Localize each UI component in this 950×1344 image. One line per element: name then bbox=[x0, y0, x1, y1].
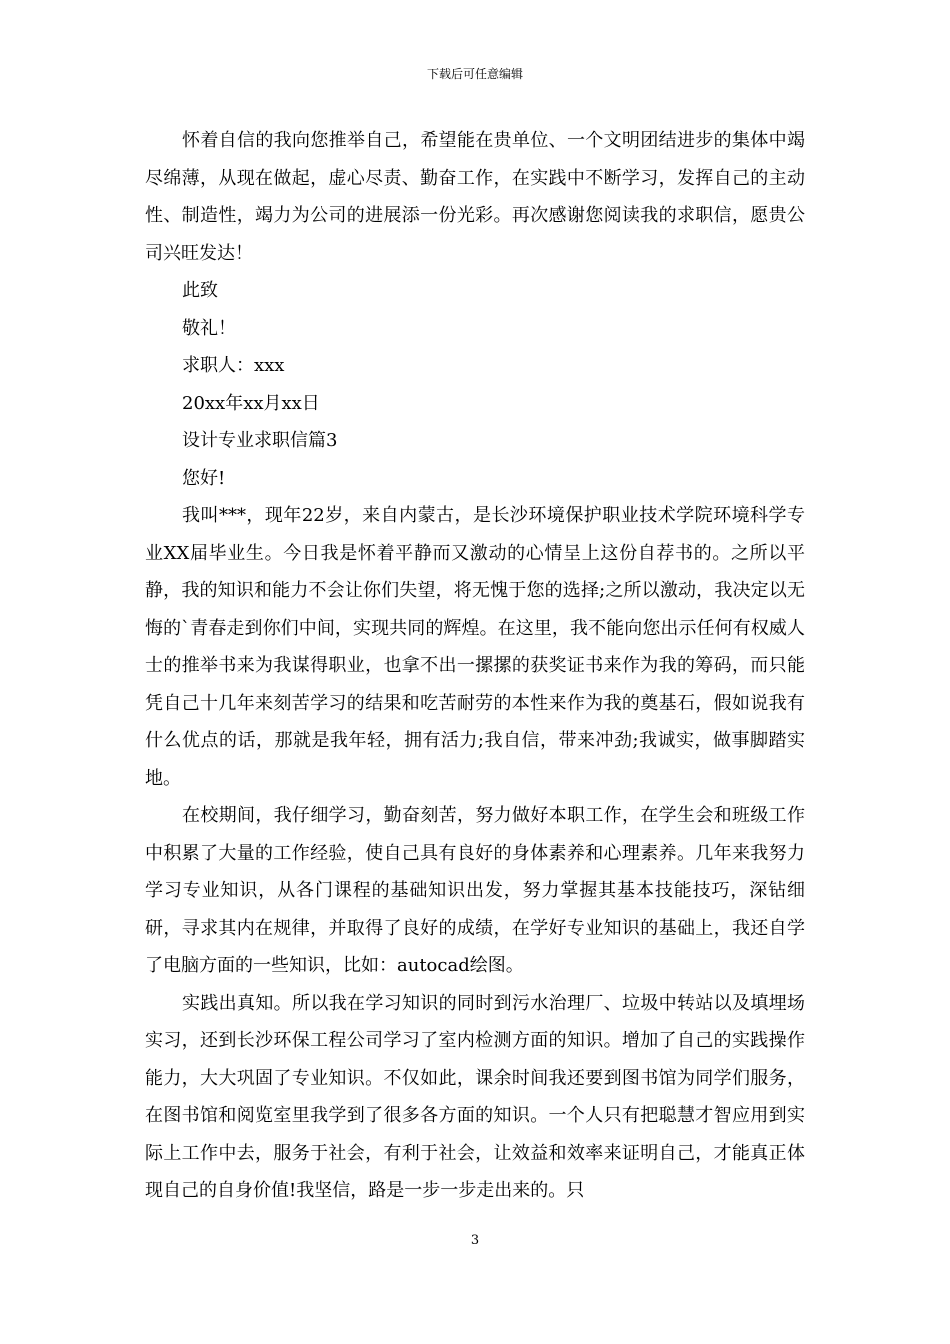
intro-paragraph: 我叫***，现年22岁，来自内蒙古，是长沙环境保护职业技术学院环境科学专业XX届毕业生。今日我是怀着平静而又激动的心情呈上这份自荐书的。之所以平静，我的知识和能力不会让你们失望，将无愧于您的选择;之所以激动，我决定以无悔的`青春走到你们中间，实现共同的辉煌。在这里，我不能向您出示任何有权威人士的推举书来为我谋得职业，也拿不出一摞摞的获奖证书来作为我的筹码，而只能凭自己十几年来刻苦学习的结果和吃苦耐劳的本性来作为我的奠基石，假如说我有什么优点的话，那就是我年轻，拥有活力;我自信，带来冲劲;我诚实，做事脚踏实地。 bbox=[145, 505, 805, 789]
page-number: 3 bbox=[470, 1233, 480, 1248]
school-paragraph: 在校期间，我仔细学习，勤奋刻苦，努力做好本职工作，在学生会和班级工作中积累了大量的工作经验，使自己具有良好的身体素养和心理素养。几年来我努力学习专业知识，从各门课程的基础知识出发，努力掌握其基本技能技巧，深钻细研，寻求其内在规律，并取得了良好的成绩，在学好专业知识的基础上，我还自学了电脑方面的一些知识，比如：autocad绘图。 bbox=[145, 805, 805, 976]
date-line: 20xx年xx月xx日 bbox=[182, 392, 320, 414]
practice-paragraph: 实践出真知。所以我在学习知识的同时到污水治理厂、垃圾中转站以及填埋场实习，还到长沙环保工程公司学习了室内检测方面的知识。增加了自己的实践操作能力，大大巩固了专业知识。不仅如此，课余时间我还要到图书馆为同学们服务，在图书馆和阅览室里我学到了很多各方面的知识。一个人只有把聪慧才智应用到实际上工作中去，服务于社会，有利于社会，让效益和效率来证明自己，才能真正体现自己的自身价值!我坚信，路是一步一步走出来的。只 bbox=[145, 992, 805, 1201]
regards-line: 敬礼！ bbox=[182, 317, 236, 339]
salutation-line: 此致 bbox=[182, 280, 218, 301]
section-title: 设计专业求职信篇3 bbox=[182, 430, 338, 451]
greeting-line: 您好! bbox=[182, 467, 226, 489]
closing-paragraph: 怀着自信的我向您推举自己，希望能在贵单位、一个文明团结进步的集体中竭尽绵薄，从现在做起，虚心尽责、勤奋工作，在实践中不断学习，发挥自己的主动性、制造性，竭力为公司的进展添一份光彩。再次感谢您阅读我的求职信，愿贵公司兴旺发达！ bbox=[145, 130, 805, 264]
page-header: 下载后可任意编辑 bbox=[426, 67, 523, 81]
letter-body bbox=[145, 122, 805, 1210]
applicant-line: 求职人：xxx bbox=[182, 355, 285, 376]
